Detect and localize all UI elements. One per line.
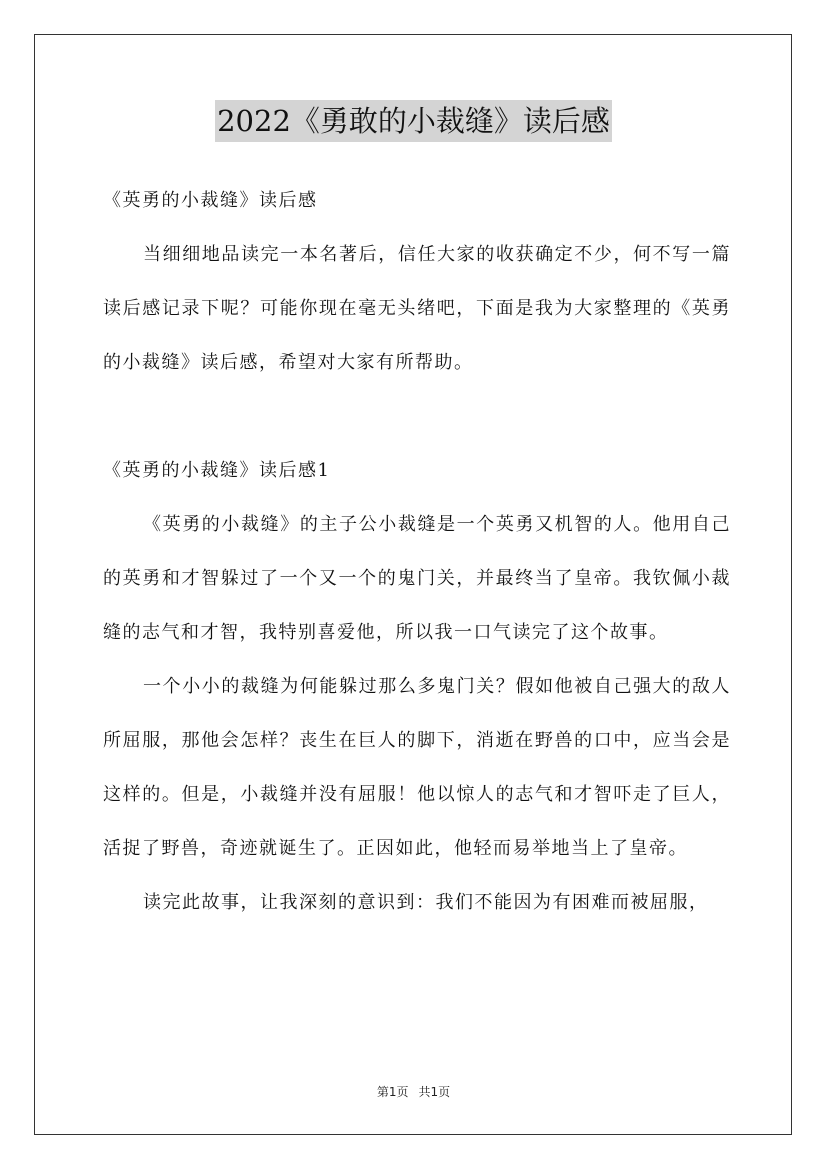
document-title: 2022《勇敢的小裁缝》读后感 [215,100,612,142]
document-subtitle: 《英勇的小裁缝》读后感 [103,190,318,211]
body-paragraph-1: 《英勇的小裁缝》的主子公小裁缝是一个英勇又机智的人。他用自己的英勇和才智躲过了一个又一个的鬼门关，并最终当了皇帝。我钦佩小裁缝的志气和才智，我特别喜爱他，所以我一口气读完了这个故事。 [103,514,731,643]
intro-paragraph: 当细细地品读完一本名著后，信任大家的收获确定不少，何不写一篇读后感记录下呢？可能你现在毫无头绪吧，下面是我为大家整理的《英勇的小裁缝》读后感，希望对大家有所帮助。 [103,244,731,373]
page-total: 共1页 [418,1085,451,1099]
body-paragraph-2: 一个小小的裁缝为何能躲过那么多鬼门关？假如他被自己强大的敌人所屈服，那他会怎样？丧生在巨人的脚下，消逝在野兽的口中，应当会是这样的。但是，小裁缝并没有屈服！他以惊人的志气和才智吓走了巨人，活捉了野兽，奇迹就诞生了。正因如此，他轻而易举地当上了皇帝。 [103,676,731,859]
section-heading: 《英勇的小裁缝》读后感1 [103,460,331,481]
page-number: 第1页 [376,1085,409,1099]
title-container [0,100,827,142]
paragraph-spacer [103,390,731,444]
page-footer [0,1083,827,1100]
body-paragraph-3: 读完此故事，让我深刻的意识到：我们不能因为有困难而被屈服， [143,892,709,913]
document-body [103,174,731,930]
